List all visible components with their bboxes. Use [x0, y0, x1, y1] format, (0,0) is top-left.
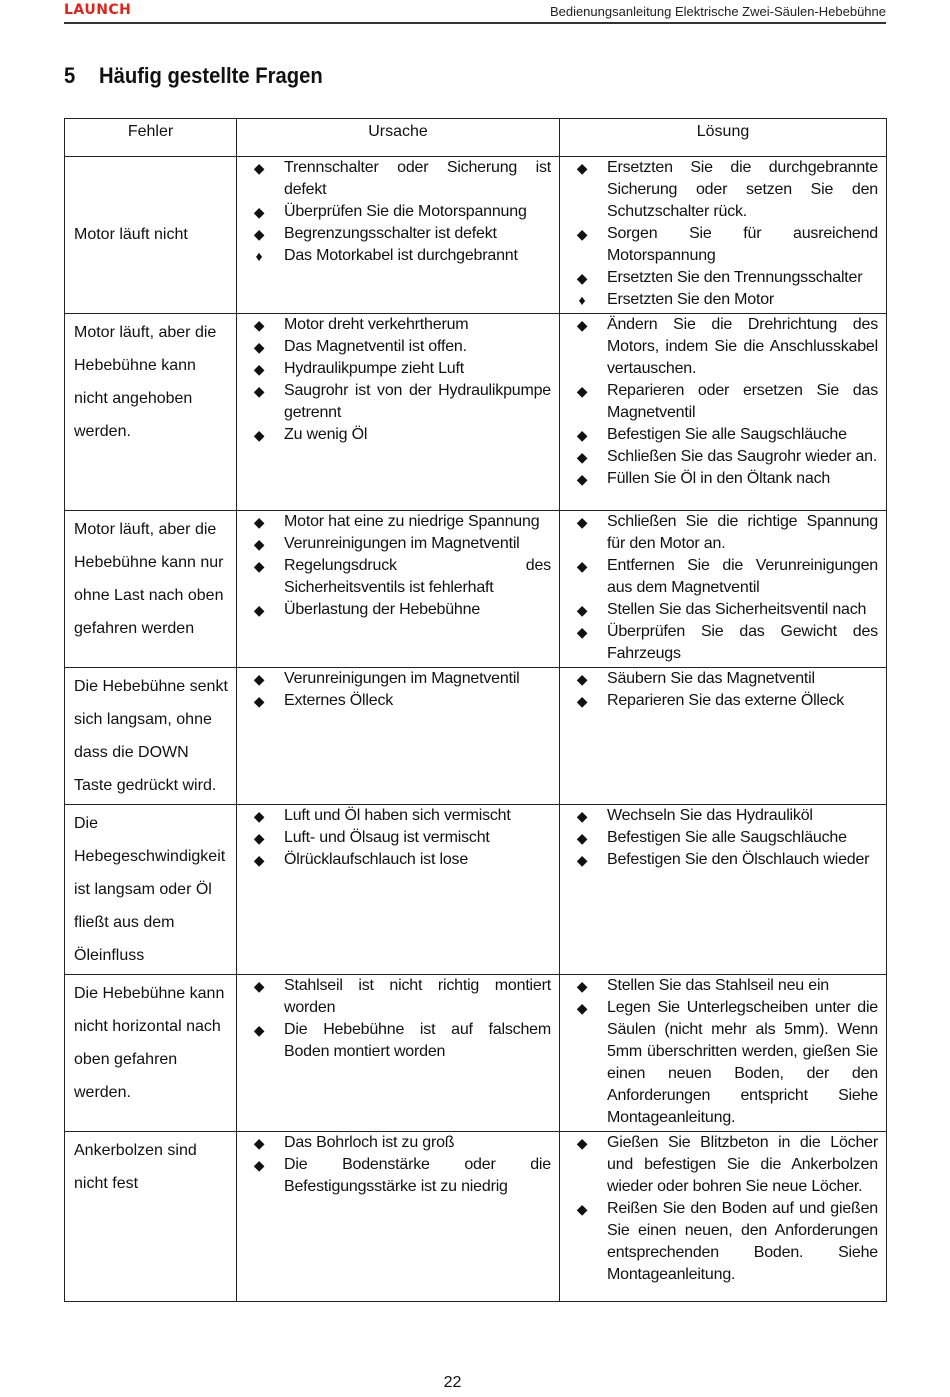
diamond-bullet-icon: ◆: [253, 226, 265, 242]
diamond-bullet-icon: ◆: [576, 1201, 588, 1217]
list-item-text: Stellen Sie das Stahlseil neu ein: [607, 977, 829, 994]
list-item: [570, 289, 878, 311]
list-item-text: Ersetzten Sie den Trennungsschalter: [607, 269, 863, 286]
list-item: [570, 555, 878, 599]
list-item: [247, 849, 551, 871]
list-item-text: Entfernen Sie die Verunreinigungen aus dem Magnetventil: [607, 557, 878, 596]
diamond-bullet-icon: ◆: [576, 383, 588, 399]
list-item: [570, 668, 878, 690]
fehler-cell: Motor läuft, aber die Hebebühne kann nur ohne Last nach oben gefahren werden: [65, 511, 237, 668]
diamond-bullet-icon: ◆: [576, 449, 588, 465]
list-item: [247, 1154, 551, 1198]
list-item: [570, 223, 878, 267]
fehler-cell: Die Hebegeschwindigkeit ist langsam oder Öl fließt aus dem Öleinfluss: [65, 805, 237, 975]
list-item-text: Externes Ölleck: [284, 692, 394, 709]
list-item-text: Reparieren Sie das externe Ölleck: [607, 692, 845, 709]
list-item: [247, 1019, 551, 1063]
diamond-bullet-icon: ◆: [253, 830, 265, 846]
faq-table: [64, 118, 887, 1302]
list-item-text: Die Hebebühne ist auf falschem Boden montiert worden: [284, 1021, 551, 1060]
column-header-fehler: Fehler: [65, 119, 237, 157]
list-item: [247, 555, 551, 599]
list-item: [247, 424, 551, 446]
list-item: [247, 380, 551, 424]
list-item-text: Hydraulikpumpe zieht Luft: [284, 360, 464, 377]
list-item-text: Sorgen Sie für ausreichend Motorspannung: [607, 225, 878, 264]
ursache-cell: [237, 668, 560, 805]
diamond-bullet-icon: ◆: [576, 471, 588, 487]
loesung-list: [570, 511, 878, 665]
list-item-text: Trennschalter oder Sicherung ist defekt: [284, 159, 551, 198]
list-item-text: Befestigen Sie alle Saugschläuche: [607, 829, 847, 846]
diamond-bullet-icon: ◆: [576, 852, 588, 868]
brand-logo: LAUNCH: [64, 2, 132, 18]
ursache-list: [247, 805, 551, 871]
diamond-bullet-icon: ◆: [253, 339, 265, 355]
diamond-bullet-icon: ◆: [576, 514, 588, 530]
loesung-cell: [560, 314, 887, 511]
diamond-bullet-icon: ◆: [253, 978, 265, 994]
list-item-text: Regelungsdruck des Sicherheitsventils ist fehlerhaft: [284, 557, 551, 596]
list-item-text: Luft- und Ölsaug ist vermischt: [284, 829, 490, 846]
loesung-cell: [560, 805, 887, 975]
list-item-text: Überlastung der Hebebühne: [284, 601, 481, 618]
list-item: [570, 446, 878, 468]
ursache-cell: [237, 314, 560, 511]
list-item: [247, 975, 551, 1019]
list-item-text: Gießen Sie Blitzbeton in die Löcher und befestigen Sie die Ankerbolzen wieder oder bohren Sie neue Löcher.: [607, 1134, 878, 1195]
diamond-bullet-icon: ◆: [576, 270, 588, 286]
loesung-list: [570, 975, 878, 1129]
ursache-cell: [237, 157, 560, 314]
page-number: 22: [443, 1374, 462, 1391]
list-item: [247, 245, 551, 267]
loesung-list: [570, 314, 878, 490]
list-item-text: Die Bodenstärke oder die Befestigungsstärke ist zu niedrig: [284, 1156, 551, 1195]
diamond-bullet-icon: ◆: [576, 317, 588, 333]
list-item-text: Legen Sie Unterlegscheiben unter die Säulen (nicht mehr als 5mm). Wenn 5mm überschritten werden, gießen Sie einen neuen Boden, der den Anforderungen entspricht Siehe Montageanleitung.: [607, 999, 878, 1126]
list-item-text: Befestigen Sie alle Saugschläuche: [607, 426, 847, 443]
section-title: [64, 63, 323, 89]
list-item: [570, 805, 878, 827]
diamond-bullet-icon: ◆: [576, 978, 588, 994]
loesung-cell: [560, 1132, 887, 1302]
page-header: [64, 2, 886, 24]
list-item-text: Das Magnetventil ist offen.: [284, 338, 467, 355]
list-item-text: Füllen Sie Öl in den Öltank nach: [607, 470, 831, 487]
diamond-bullet-icon: ◆: [253, 204, 265, 220]
diamond-bullet-icon: ◆: [253, 671, 265, 687]
list-item-text: Reißen Sie den Boden auf und gießen Sie einen neuen, den Anforderungen entsprechenden Boden. Siehe Montageanleitung.: [607, 1200, 878, 1283]
list-item: [570, 267, 878, 289]
loesung-list: [570, 668, 878, 712]
diamond-bullet-icon: ◆: [253, 852, 265, 868]
diamond-bullet-icon: ♦: [578, 292, 586, 308]
list-item-text: Schließen Sie die richtige Spannung für den Motor an.: [607, 513, 878, 552]
list-item: [570, 1132, 878, 1198]
loesung-list: [570, 1132, 878, 1286]
table-row: [65, 668, 887, 805]
list-item-text: Ersetzten Sie die durchgebrannte Sicherung oder setzen Sie den Schutzschalter rück.: [607, 159, 878, 220]
list-item: [247, 668, 551, 690]
loesung-cell: [560, 975, 887, 1132]
list-item: [247, 201, 551, 223]
list-item-text: Ändern Sie die Drehrichtung des Motors, indem Sie die Anschlusskabel vertauschen.: [607, 316, 878, 377]
diamond-bullet-icon: ◆: [253, 427, 265, 443]
list-item-text: Ersetzten Sie den Motor: [607, 291, 775, 308]
table-header-row: [65, 119, 887, 157]
diamond-bullet-icon: ◆: [253, 317, 265, 333]
ursache-list: [247, 668, 551, 712]
list-item: [247, 511, 551, 533]
list-item-text: Verunreinigungen im Magnetventil: [284, 535, 520, 552]
fehler-cell: Motor läuft, aber die Hebebühne kann nicht angehoben werden.: [65, 314, 237, 511]
loesung-cell: [560, 511, 887, 668]
diamond-bullet-icon: ◆: [576, 1000, 588, 1016]
diamond-bullet-icon: ◆: [253, 536, 265, 552]
diamond-bullet-icon: ◆: [253, 602, 265, 618]
list-item-text: Das Motorkabel ist durchgebrannt: [284, 247, 518, 264]
list-item-text: Schließen Sie das Saugrohr wieder an.: [607, 448, 878, 465]
list-item: [570, 157, 878, 223]
diamond-bullet-icon: ◆: [253, 1022, 265, 1038]
list-item-text: Luft und Öl haben sich vermischt: [284, 807, 511, 824]
diamond-bullet-icon: ◆: [576, 226, 588, 242]
list-item: [247, 533, 551, 555]
list-item: [247, 1132, 551, 1154]
list-item: [247, 827, 551, 849]
list-item-text: Stellen Sie das Sicherheitsventil nach: [607, 601, 867, 618]
list-item-text: Wechseln Sie das Hydrauliköl: [607, 807, 813, 824]
diamond-bullet-icon: ◆: [576, 558, 588, 574]
loesung-list: [570, 157, 878, 311]
list-item: [570, 827, 878, 849]
fehler-cell: Die Hebebühne kann nicht horizontal nach oben gefahren werden.: [65, 975, 237, 1132]
diamond-bullet-icon: ◆: [253, 361, 265, 377]
diamond-bullet-icon: ◆: [253, 160, 265, 176]
list-item-text: Ölrücklaufschlauch ist lose: [284, 851, 469, 868]
list-item: [570, 997, 878, 1129]
table-row: [65, 157, 887, 314]
column-header-ursache: Ursache: [237, 119, 560, 157]
list-item-text: Saugrohr ist von der Hydraulikpumpe getrennt: [284, 382, 551, 421]
fehler-cell: Die Hebebühne senkt sich langsam, ohne dass die DOWN Taste gedrückt wird.: [65, 668, 237, 805]
table-row: [65, 314, 887, 511]
ursache-cell: [237, 511, 560, 668]
column-header-loesung: Lösung: [560, 119, 887, 157]
diamond-bullet-icon: ◆: [253, 514, 265, 530]
list-item-text: Reparieren oder ersetzen Sie das Magnetventil: [607, 382, 878, 421]
table-body: [65, 157, 887, 1302]
list-item: [570, 424, 878, 446]
diamond-bullet-icon: ◆: [253, 808, 265, 824]
diamond-bullet-icon: ◆: [576, 671, 588, 687]
ursache-list: [247, 975, 551, 1063]
ursache-list: [247, 511, 551, 621]
loesung-list: [570, 805, 878, 871]
list-item: [570, 849, 878, 871]
list-item-text: Säubern Sie das Magnetventil: [607, 670, 815, 687]
fehler-cell: Motor läuft nicht: [65, 157, 237, 314]
list-item-text: Stahlseil ist nicht richtig montiert worden: [284, 977, 551, 1016]
diamond-bullet-icon: ◆: [576, 693, 588, 709]
diamond-bullet-icon: ◆: [576, 624, 588, 640]
list-item: [570, 621, 878, 665]
diamond-bullet-icon: ◆: [253, 693, 265, 709]
diamond-bullet-icon: ◆: [576, 427, 588, 443]
diamond-bullet-icon: ◆: [253, 383, 265, 399]
list-item: [570, 314, 878, 380]
ursache-list: [247, 157, 551, 267]
list-item: [247, 358, 551, 380]
ursache-list: [247, 314, 551, 446]
diamond-bullet-icon: ◆: [576, 830, 588, 846]
list-item: [570, 975, 878, 997]
ursache-cell: [237, 1132, 560, 1302]
document-title: Bedienungsanleitung Elektrische Zwei-Säulen-Hebebühne: [549, 4, 886, 19]
list-item: [570, 1198, 878, 1286]
list-item: [247, 336, 551, 358]
list-item: [570, 511, 878, 555]
table-row: [65, 511, 887, 668]
diamond-bullet-icon: ◆: [576, 808, 588, 824]
loesung-cell: [560, 157, 887, 314]
table-row: [65, 1132, 887, 1302]
diamond-bullet-icon: ◆: [253, 1157, 265, 1173]
list-item: [570, 468, 878, 490]
diamond-bullet-icon: ♦: [255, 248, 263, 264]
section-heading: Häufig gestellte Fragen: [98, 63, 323, 88]
table-row: [65, 975, 887, 1132]
diamond-bullet-icon: ◆: [576, 1135, 588, 1151]
list-item: [247, 690, 551, 712]
list-item-text: Das Bohrloch ist zu groß: [284, 1134, 455, 1151]
diamond-bullet-icon: ◆: [576, 602, 588, 618]
list-item-text: Überprüfen Sie das Gewicht des Fahrzeugs: [607, 623, 878, 662]
list-item-text: Motor dreht verkehrtherum: [284, 316, 469, 333]
list-item: [570, 599, 878, 621]
list-item-text: Verunreinigungen im Magnetventil: [284, 670, 520, 687]
list-item: [570, 380, 878, 424]
ursache-cell: [237, 805, 560, 975]
list-item: [247, 157, 551, 201]
list-item: [247, 314, 551, 336]
list-item: [247, 599, 551, 621]
fehler-cell: Ankerbolzen sind nicht fest: [65, 1132, 237, 1302]
ursache-cell: [237, 975, 560, 1132]
table-row: [65, 805, 887, 975]
list-item-text: Überprüfen Sie die Motorspannung: [284, 203, 527, 220]
ursache-list: [247, 1132, 551, 1198]
diamond-bullet-icon: ◆: [253, 558, 265, 574]
list-item-text: Motor hat eine zu niedrige Spannung: [284, 513, 540, 530]
list-item: [247, 223, 551, 245]
list-item-text: Befestigen Sie den Ölschlauch wieder: [607, 851, 870, 868]
diamond-bullet-icon: ◆: [576, 160, 588, 176]
diamond-bullet-icon: ◆: [253, 1135, 265, 1151]
loesung-cell: [560, 668, 887, 805]
list-item: [570, 690, 878, 712]
list-item: [247, 805, 551, 827]
section-number: 5: [64, 63, 76, 88]
list-item-text: Begrenzungsschalter ist defekt: [284, 225, 497, 242]
list-item-text: Zu wenig Öl: [284, 426, 368, 443]
